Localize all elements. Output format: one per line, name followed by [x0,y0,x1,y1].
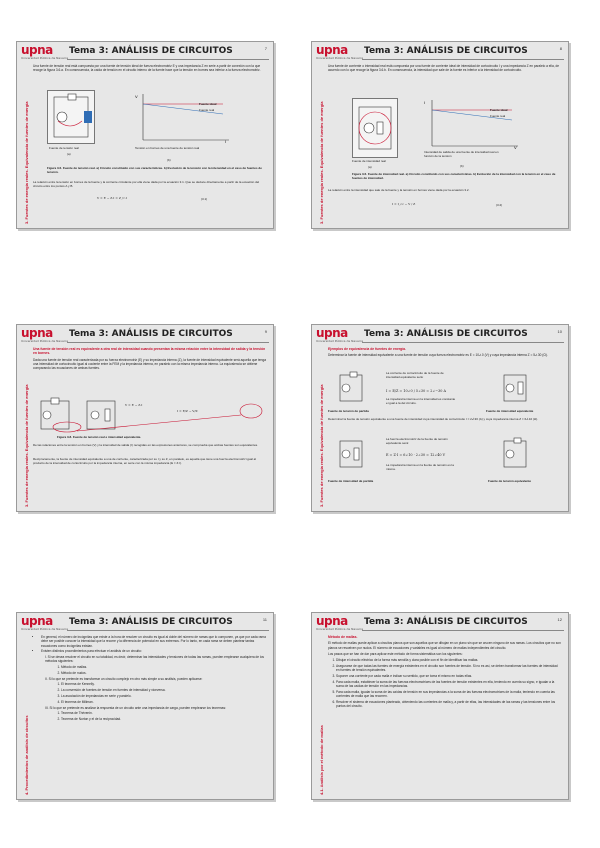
slide-page-8 [311,41,569,229]
divider [362,630,564,631]
legend-real: Fuente real [199,108,215,112]
slide-title: Tema 3: ANÁLISIS DE CIRCUITOS [364,617,528,627]
list-item: 1. Dibujar el circuito eléctrico de la forma más sencilla y clara posible con el fin de identificar las mallas. [336,658,562,662]
divider [362,342,564,343]
legend-ideal: Fuente ideal [490,108,508,112]
list-item: 3. Suponer una corriente por cada malla e indicar su sentido, que se toma el mismo en todas ellas. [336,674,562,678]
divider [67,59,269,60]
body-text: La relación entre la intensidad que sale de la fuente y la tensión en bornes viene dada por la ecuación 3.2. [328,188,470,192]
example-1-equation: I = E/Z = 10∠0 / 5∠30 = 2∠−30 A [386,389,446,393]
voltage-source-figure [47,90,95,144]
example-1-source-diagram [334,371,368,405]
example-2-equation: E = Z·I = 6∠10 · 2∠30 = 12∠40 V [386,453,446,457]
roman-list [33,655,267,721]
side-title: 3. Fuentes de energía reales. Equivalencia de fuentes de energía [319,384,324,507]
figure-b-label: (b) [167,158,171,162]
side-title: 3. Fuentes de energía reales. Equivalencia de fuentes de energía [24,101,29,224]
list-item: 6. Resolver el sistema de ecuaciones planteado, obteniendo las corrientes de malla y, a partir de ellas, las intensidades de las ramas y las tensiones entre los puntos del circuito. [336,700,562,709]
sub-item: 1. El teorema de Kennelly. [61,682,267,686]
page-number: 9 [264,329,267,334]
figure-b-caption: Tensión en bornes de una fuente de tensión real [135,146,200,150]
body-text-2: De las relaciones entre la tensión en bornes (V) y la intensidad de salida (I) recogidas en las expresiones anteriores, se comprueba que ambas fuentes son equivalentes. [33,443,258,447]
example-2-caption-b: Fuente de tensión equivalente [488,479,532,483]
list-item: • Existen distintos procedimientos para efectuar el análisis de un circuito: [41,649,267,653]
slide-content [33,635,267,795]
equation-number: (3.2) [496,203,503,207]
sub-item: 2. Método de nudos. [61,671,267,675]
equivalence-figure [37,397,265,433]
example-1-note-b: La impedancia interna en la intensidad es constante e igual a la del circuito. [386,397,456,405]
page-number: 7 [264,46,267,51]
example-1-note: La corriente de cortocircuito de la fuente de intensidad equivalente será: [386,371,444,379]
figure-a-label: (a) [67,152,71,156]
example-2-caption-a: Fuente de intensidad de partida [328,479,374,483]
section-heading: Una fuente de tensión real es equivalente a otra real de intensidad cuando presentan la misma relación entre la intensidad de salida y la tensión en bornes. [33,347,266,356]
university-logo: upna Universidad Pública de Navarra [316,326,364,343]
university-logo: upna Universidad Pública de Navarra [21,614,69,631]
example-2-note: La fuerza electromotriz de la fuente de tensión equivalente será: [386,437,448,445]
body-text: La relación entre la tensión en bornes de la fuente y la corriente circulante por ella viene dada por la ecuación 3.1. Que se deduce directamente a partir de la ecuación del circuito entre los puntos A y B. [33,180,260,188]
svg-text:V: V [514,145,517,150]
page-number: 8 [559,46,562,51]
slide-title: Tema 3: ANÁLISIS DE CIRCUITOS [69,329,233,339]
slide-page-7 [16,41,274,229]
equation: I = I_cc − V / Z [392,202,416,206]
list-item: III. Si lo que se pretende es analizar la respuesta de un circuito ante una impedancia de carga, pueden emplearse los teoremas: 1. Teorema de Thévenin. 2. Teorema de Norton y el de la reciprocidad. [45,706,267,721]
intro-text: Una fuente de tensión real está compuesta por una fuente de tensión ideal de fuerza electromotriz E y una impedancia Z en serie a partir de conexión con la que recoge la figura 3.6.a. En consecuencia, la caída de tensión en el circuito interno de la fuente hace que la tensión en bornes sea inferior a la fuerza electromotriz. [33,64,261,73]
svg-text:I: I [225,139,227,144]
example-1: Determinar la fuente de intensidad equivalente a una fuente de tensión cuya fuerza electromotriz es E = 10∠0 (V) y cuya impedancia interna Z = 5∠30 (Ω). [328,353,548,358]
figure-caption: Figura 3.8. Fuente de tensión real e intensidad equivalente. [57,435,142,439]
figure-b-caption: Intensidad de salida de una fuente de intensidad real en función de la tensión [424,150,499,158]
side-title: 3. Fuentes de energía reales. Equivalencia de fuentes de energía [319,101,324,224]
sub-item: 4. El teorema de Millman. [61,700,267,704]
current-source-figure [352,98,398,158]
slide-page-12 [311,612,569,800]
slide-title: Tema 3: ANÁLISIS DE CIRCUITOS [364,329,528,339]
intro-text: Una fuente de corriente o intensidad real está compuesta por una fuente de corriente ideal de intensidad de cortocircuito I y una impedancia Z en paralelo a ella, de acuerdo con lo que recoge la figura 3.6.b. En consecuencia, la intensidad que sale de la fuente es inferior a la intensidad de cortocircuito. [328,64,560,73]
example-2: Determinar la fuente de tensión equivalente a una fuente de intensidad cuya intensidad de cortocircuito I = 2∠30 (A) y cuya impedancia interna Z = 6∠10 (Ω). [328,417,539,421]
slide-title: Tema 3: ANÁLISIS DE CIRCUITOS [69,617,233,627]
example-1-caption-a: Fuente de tensión de partida [328,409,369,413]
slide-title: Tema 3: ANÁLISIS DE CIRCUITOS [364,46,528,56]
list-item: 4. Para cada malla, establecer la suma de las fuerzas electromotrices de las fuentes de tensión existentes en ella, teniendo en cuenta su signo, e igualar a la suma de las caídas de tensión en las impedancias. [336,680,562,689]
divider [67,630,269,631]
slide-page-10 [311,324,569,512]
figure-a-caption: Fuente de tensión real [49,146,79,150]
divider [362,59,564,60]
example-2-note-b: La impedancia interna en la fuente de tensión es la misma. [386,463,454,471]
figure-caption: Figura 3.6. Fuente de tensión real. a) Circuito constituido con sus características. b) Evolución de la tensión con la intensidad en el caso de fuentes de tensión. [47,166,262,174]
svg-text:V: V [135,94,138,99]
legend-real: Fuente real [490,114,506,118]
sub-item: 2. La conversión de fuentes de tensión en fuentes de intensidad y viceversa. [61,688,267,692]
university-logo: upna Universidad Pública de Navarra [21,43,69,60]
example-1-equivalent-diagram [498,371,532,405]
slide-page-11 [16,612,274,800]
figure-b-label: (b) [460,164,464,168]
list-item: 2. Asegurarse de que todas las fuentes de energía existentes en el circuito son fuentes de tensión. Si no es así, se deben transformar las fuentes de intensidad en fuentes de tensión equivalentes. [336,664,562,673]
figure-a-label: (a) [368,165,372,169]
steps-intro: Los pasos que se han de dar para aplicar este método de forma sistemática son los siguientes: [328,651,463,656]
sub-item: 1. Teorema de Thévenin. [61,711,267,715]
intro-text: El método de mallas puede aplicar a circuitos planos que son aquellos que se dibujan en un plano sin que se crucen ninguno de sus ramas. Los circuitos que no son planos se resuelven por nudos. El número de ecuaciones y variables es igual al número de mallas independientes del circuito. [328,641,561,650]
university-logo: upna Universidad Pública de Navarra [316,614,364,631]
equation: V = E − Z·I = Z_C·I [97,196,127,200]
equation-voltage: V = E − Z·I [125,403,143,407]
voltage-source-circuit [48,91,94,143]
slide-page-9 [16,324,274,512]
body-text-3: Recíprocamente, la fuente de intensidad equivalente a una de corriente, caracterizada por su I y su Z, en paralelo, es aquella que tiene una fuerza electromotriz igual al producto de la intensidad de cortocircuito por la impedancia interna, en serie con la misma impedancia (E = Z·I). [33,457,256,465]
example-2-equivalent-diagram [498,437,532,471]
bullet-list [33,635,267,654]
slide-title: Tema 3: ANÁLISIS DE CIRCUITOS [69,46,233,56]
slide-content [328,635,562,795]
sub-item: 2. Teorema de Norton y el de la reciprocidad. [61,717,267,721]
steps-list [328,658,562,708]
list-item: • En general, el número de incógnitas que existe a la hora de resolver un circuito es igual al doble del número de ramas que lo componen, ya que por cada rama debe ser posible conocer la intensidad que la recorre y la diferencia de potencial en sus extremos. Por lo tanto, en cada rama se deben plantear tantas ecuaciones como incógnitas existan. [41,635,267,648]
figure-caption: Figura 3.6. Fuente de intensidad real. a) Circuito constituido con sus características. b) Evolución de la intensidad con la tensión en el caso de fuentes de intensidad. [352,172,556,180]
figure-a-caption: Fuente de intensidad real [352,159,386,163]
example-1-caption-b: Fuente de intensidad equivalente [486,409,534,413]
side-title: 3. Fuentes de energía reales. Equivalencia de fuentes de energía [24,384,29,507]
current-source-circuit [353,99,397,157]
equation-number: (3.1) [201,197,208,201]
divider [67,342,269,343]
sub-item: 1. Método de mallas. [61,665,267,669]
voltage-graph [133,90,233,144]
svg-text:I: I [424,100,426,105]
legend-ideal: Fuente ideal [199,102,217,106]
current-graph [422,96,522,150]
page-number: 12 [557,617,562,622]
list-item: 5. Para cada malla, igualar la suma de las caídas de tensión en sus impedancias a la suma de las fuerzas electromotrices de la malla, teniendo en cuenta las corrientes de malla que las recorren. [336,690,562,699]
university-logo: upna Universidad Pública de Navarra [316,43,364,60]
university-logo: upna Universidad Pública de Navarra [21,326,69,343]
list-item: I. Si se desea resolver el circuito en su totalidad, es decir, determinar las intensidades y tensiones de todas las ramas, pueden emplearse cualquiera de los métodos siguientes: 1. Método de mallas. 2. Método de nudos. [45,655,267,675]
page-number: 10 [557,329,562,334]
body-text-1: Dada una fuente de tensión real caracterizada por su fuerza electromotriz (E) y su impedancia interna (Z), la fuente de intensidad equivalente será aquella que tenga una intensidad de cortocircuito igual al cociente entre la FEM y la impedancia interna, en paralelo con la misma impedancia interna. La equivalencia se obtiene comparando las ecuaciones de ambas fuentes. [33,357,267,371]
equation-current: I = E/Z − V/Z [177,409,198,413]
page-number: 11 [262,617,267,622]
side-title: 4.1. Análisis por el método de mallas [319,725,324,795]
section-heading: Ejemplos de equivalencia de fuentes de energía. [328,347,407,351]
section-heading: Método de mallas. [328,635,358,639]
side-title: 4. Procedimientos de análisis de circuitos [24,715,29,795]
list-item: II. Si lo que se pretende es transformar un circuito complejo en otro más simple a su análisis, pueden aplicarse: 1. El teorema de Kennelly. 2. La conversión de fuentes de tensión en fuentes de intensidad y viceversa. 3. La asociación de impedancias en serie y paralelo. 4. El teorema de Millman. [45,677,267,704]
sub-item: 3. La asociación de impedancias en serie y paralelo. [61,694,267,698]
example-2-source-diagram [334,437,368,471]
